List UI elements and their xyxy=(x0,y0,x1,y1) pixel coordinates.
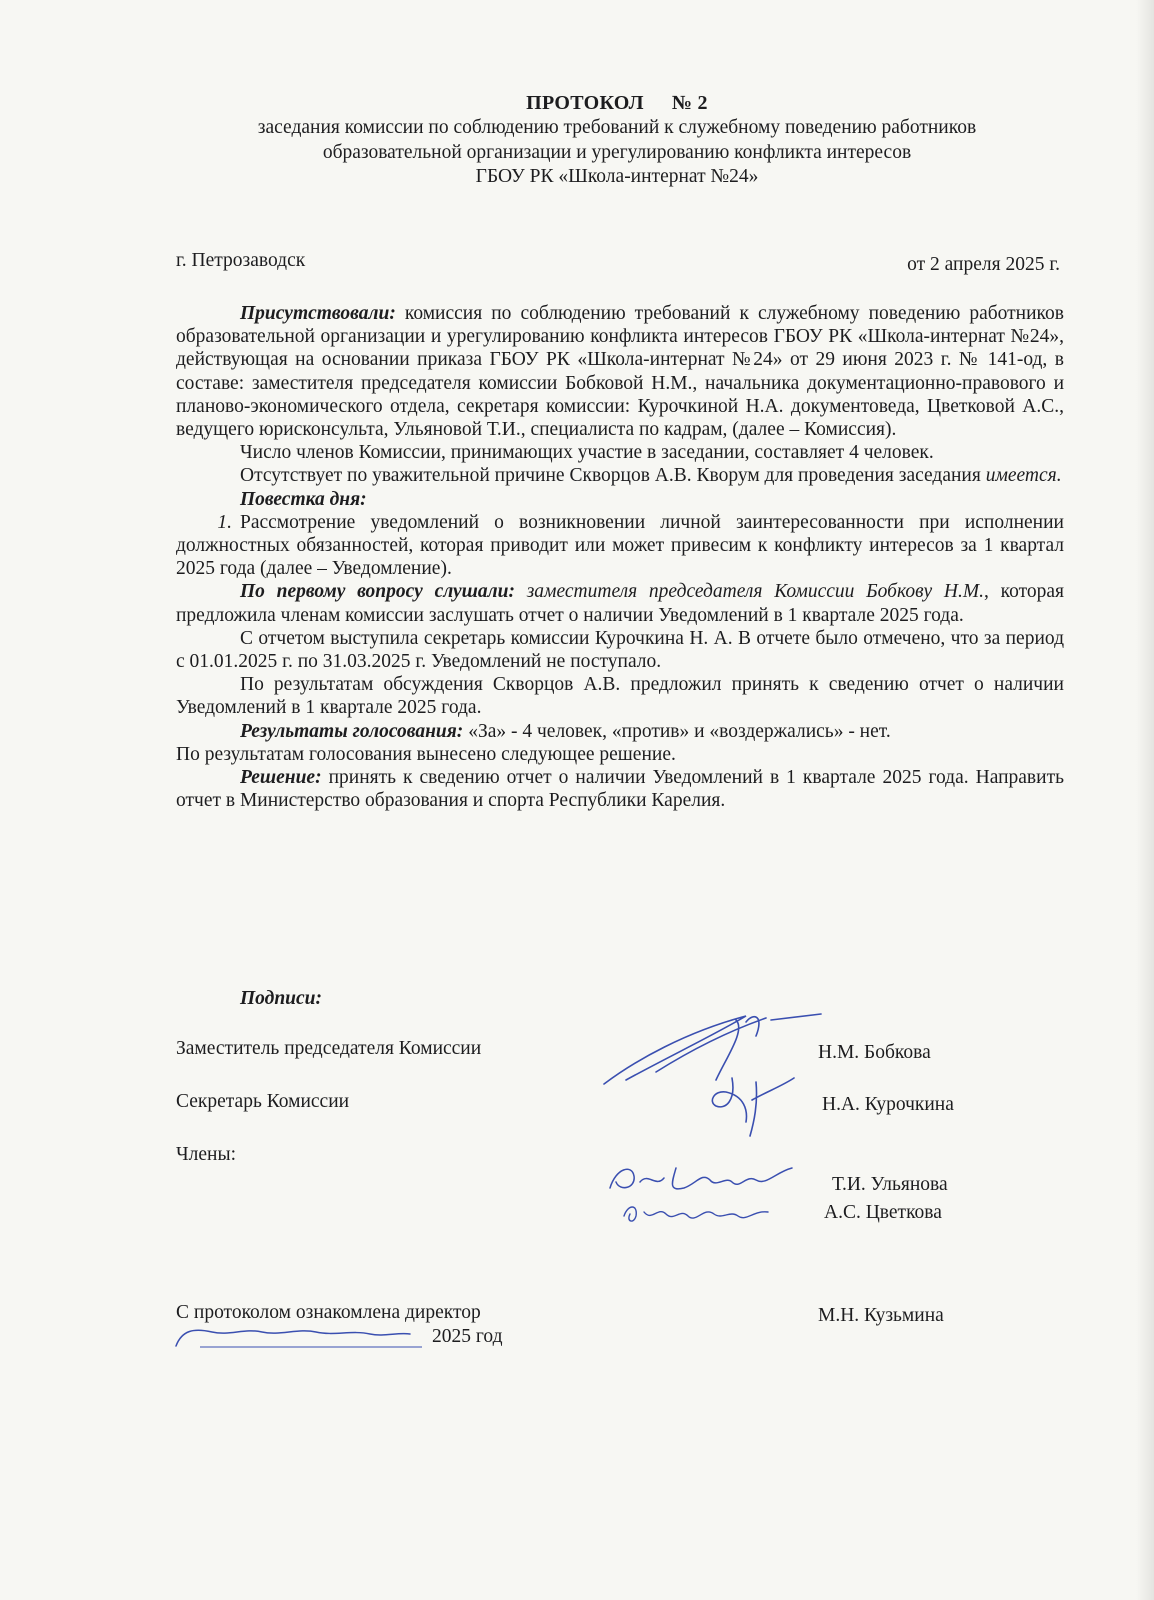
secretary-role: Секретарь Комиссии xyxy=(176,1091,350,1112)
absent-text: Отсутствует по уважительной причине Скворцов А.В. Кворум для проведения заседания xyxy=(240,465,986,487)
first-question-paragraph xyxy=(176,580,1064,626)
report-paragraph: С отчетом выступила секретарь комиссии Курочкина Н. А. В отчете было отмечено, что за период с 01.01.2025 г. по 31.03.2025 г. Уведомлений не поступало. xyxy=(176,627,1064,673)
vote-result-paragraph: По результатам голосования вынесено следующее решение. xyxy=(176,743,676,765)
deputy-role: Заместитель председателя Комиссии xyxy=(176,1038,482,1059)
signatures-heading: Подписи: xyxy=(240,988,323,1009)
first-question-speaker: заместителя председателя Комиссии Бобкову Н.М. xyxy=(514,581,985,603)
secretary-name: Н.А. Курочкина xyxy=(822,1094,954,1115)
vote-label: Результаты голосования: xyxy=(240,720,464,742)
agenda-item-number: 1. xyxy=(217,511,232,533)
subtitle-line-3: ГБОУ РК «Школа-интернат №24» xyxy=(475,166,759,187)
vote-paragraph xyxy=(176,720,1064,743)
subtitle-line-1: заседания комиссии по соблюдению требований к служебному поведению работников xyxy=(257,117,977,138)
document-title xyxy=(176,92,1058,115)
member2-signature xyxy=(618,1196,778,1230)
decision-paragraph xyxy=(176,766,1064,812)
protocol-number: № 2 xyxy=(671,92,708,114)
page-edge-shadow xyxy=(1136,0,1154,1600)
first-question-label: По первому вопросу слушали: xyxy=(240,581,515,603)
director-name: М.Н. Кузьмина xyxy=(818,1305,944,1326)
members-count-paragraph: Число членов Комиссии, принимающих участие в заседании, составляет 4 человек. xyxy=(240,442,934,464)
deputy-name: Н.М. Бобкова xyxy=(818,1042,931,1063)
city: г. Петрозаводск xyxy=(176,250,306,271)
director-signature xyxy=(172,1322,432,1350)
document-body xyxy=(176,302,1064,812)
agenda-label: Повестка дня: xyxy=(240,488,367,510)
decision-label: Решение: xyxy=(240,767,322,789)
member2-name: А.С. Цветкова xyxy=(824,1202,942,1223)
absent-paragraph xyxy=(176,464,1064,487)
present-label: Присутствовали: xyxy=(240,303,396,324)
title-text: ПРОТОКОЛ xyxy=(526,92,644,114)
vote-text: «За» - 4 человек, «против» и «воздержались» - нет. xyxy=(463,720,891,742)
absent-emphasis: имеется. xyxy=(985,465,1062,487)
members-role: Члены: xyxy=(176,1144,237,1165)
agenda-heading xyxy=(176,488,1064,511)
present-paragraph xyxy=(176,302,1064,441)
first-question-text: , которая предложила членам комиссии заслушать отчет о наличии Уведомлений в 1 квартале 2025 года. xyxy=(176,581,1064,626)
present-text: комиссия по соблюдению требований к служебному поведению работников образовательной организации и урегулированию конфликта интересов ГБОУ РК «Школа-интернат №24», действующая на основании приказа ГБОУ РК «Школа-интернат №24» от 29 июня 2023 г. № 141-од, в составе: заместителя председателя комиссии Бобковой Н.М., начальника документационно-правового и планово-экономического отдела, секретаря комиссии: Курочкиной Н.А. документоведа, Цветковой А.С., ведущего юрисконсульта, Ульяновой Т.И., специалиста по кадрам, (далее – Комиссия). xyxy=(176,303,1064,441)
member1-signature xyxy=(606,1158,806,1198)
document-date: от 2 апреля 2025 г. xyxy=(907,254,1060,275)
agenda-item-text: Рассмотрение уведомлений о возникновении личной заинтересованности при исполнении должностных обязанностей, которая приводит или может привесим к конфликту интересов за 1 квартал 2025 года (далее – Уведомление). xyxy=(176,511,1064,580)
director-year: 2025 год xyxy=(432,1326,503,1347)
member1-name: Т.И. Ульянова xyxy=(832,1174,948,1195)
subtitle-line-2: образовательной организации и урегулированию конфликта интересов xyxy=(322,141,912,163)
document-header xyxy=(176,92,1058,189)
director-role: С протоколом ознакомлена директор xyxy=(176,1302,481,1323)
decision-text: принять к сведению отчет о наличии Уведомлений в 1 квартале 2025 года. Направить отчет в Министерство образования и спорта Республики Карелия. xyxy=(176,767,1064,812)
agenda-item xyxy=(176,511,1064,581)
secretary-signature xyxy=(696,1070,806,1140)
discussion-paragraph: По результатам обсуждения Скворцов А.В. предложил принять к сведению отчет о наличии Уведомлений в 1 квартале 2025 года. xyxy=(176,674,1064,719)
